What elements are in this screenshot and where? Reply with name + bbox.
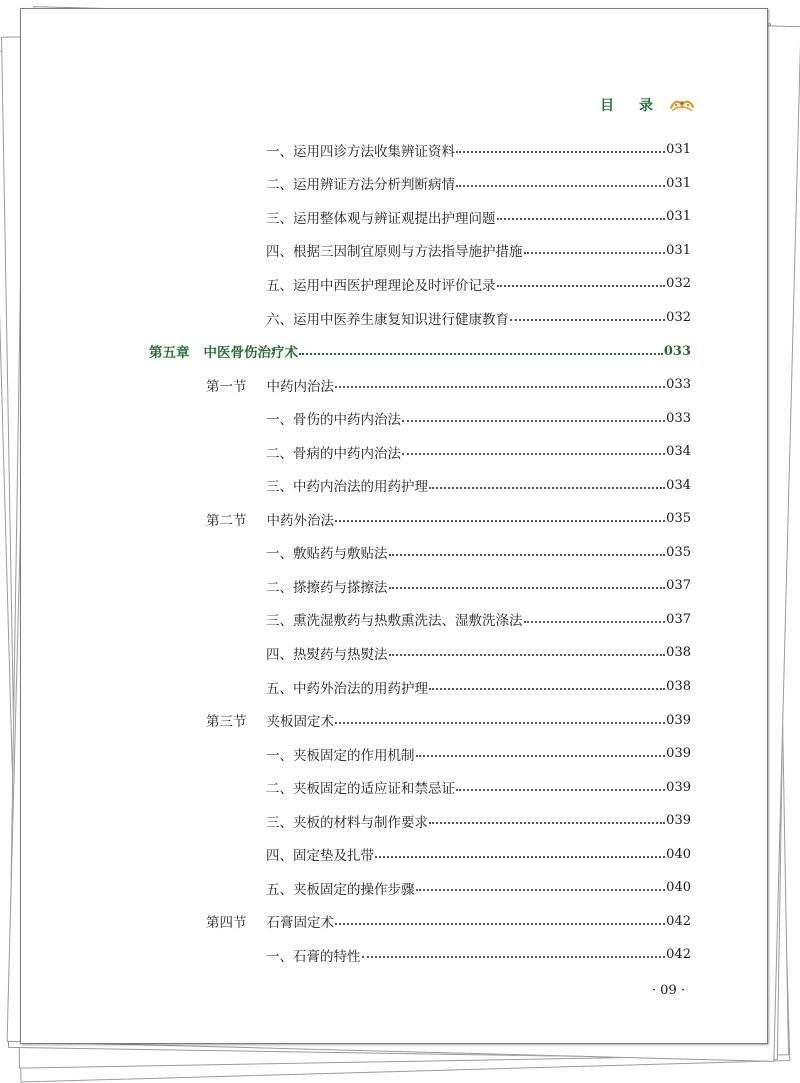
toc-entry-item — [149, 804, 691, 838]
toc-entry-label: 第一节 — [206, 378, 247, 395]
dot-leader — [497, 284, 666, 287]
toc-entry-item — [149, 636, 691, 670]
toc-entry-item — [149, 234, 691, 268]
toc-entry-item — [149, 837, 691, 871]
toc-entry-item — [149, 569, 691, 603]
toc-entry-section — [149, 905, 691, 939]
dot-leader — [429, 486, 665, 489]
toc-entry-item — [149, 167, 691, 201]
dot-leader — [524, 251, 666, 254]
dot-leader — [335, 385, 665, 388]
dot-leader — [510, 318, 665, 321]
toc-entry-page: 034 — [666, 477, 691, 493]
header-title: 目 录 — [600, 98, 663, 114]
toc-entry-title: 五、中药外治法的用药护理 — [266, 680, 428, 697]
dot-leader — [416, 754, 666, 757]
dot-leader — [402, 419, 665, 422]
toc-entry-title: 三、运用整体观与辨证观提出护理问题 — [266, 210, 496, 227]
toc-entry-item — [149, 536, 691, 570]
dot-leader — [429, 687, 665, 690]
toc-entry-title: 中药外治法 — [266, 512, 334, 529]
toc-entry-label: 第五章 — [149, 345, 190, 362]
toc-entry-title: 六、运用中医养生康复知识进行健康教育 — [266, 311, 509, 328]
toc-entry-section — [149, 502, 691, 536]
toc-entry-page: 032 — [666, 310, 691, 325]
dot-leader — [335, 922, 665, 925]
toc-entry-label: 第三节 — [206, 714, 247, 731]
toc-entry-title: 五、运用中西医护理理论及时评价记录 — [266, 277, 496, 294]
dot-leader — [524, 620, 666, 623]
toc-entry-title: 一、石膏的特性 — [266, 948, 361, 965]
dot-leader — [497, 217, 666, 220]
toc-entry-title: 二、运用辨证方法分析判断病情 — [266, 177, 455, 194]
toc-entry-item — [149, 200, 691, 234]
toc-entry-title: 一、运用四诊方法收集辨证资料 — [266, 143, 455, 160]
toc-entry-label: 第二节 — [206, 512, 247, 529]
dot-leader — [456, 788, 665, 791]
toc-entry-title: 四、热熨药与热熨法 — [266, 646, 388, 663]
toc-entry-page: 033 — [666, 410, 691, 426]
dot-leader — [299, 352, 663, 355]
toc-entry-title: 四、根据三因制宜原则与方法指导施护措施 — [266, 244, 523, 261]
toc-entry-item — [149, 267, 691, 301]
toc-entry-title: 五、夹板固定的操作步骤 — [266, 881, 415, 898]
toc-entry-title: 三、熏洗湿敷药与热敷熏洗法、湿敷洗涤法 — [266, 613, 523, 630]
toc-entry-item — [149, 435, 691, 469]
toc-entry-page: 039 — [666, 813, 691, 829]
toc-entry-section — [149, 703, 691, 737]
dot-leader — [389, 553, 666, 556]
toc-entry-item — [149, 938, 691, 972]
dot-leader — [389, 653, 666, 656]
toc-entry-title: 一、敷贴药与敷贴法 — [266, 546, 388, 563]
toc-entry-page: 040 — [666, 880, 691, 896]
toc-entry-item — [149, 468, 691, 502]
toc-entry-page: 034 — [666, 444, 691, 460]
toc-entry-title: 中医骨伤治疗术 — [203, 345, 298, 362]
toc-entry-page: 038 — [666, 679, 691, 695]
dot-leader — [416, 888, 666, 891]
toc-entry-title: 三、夹板的材料与制作要求 — [266, 814, 428, 831]
toc-entry-page: 033 — [666, 377, 691, 393]
toc-entry-title: 中药内治法 — [266, 378, 334, 395]
dot-leader — [335, 721, 665, 724]
table-of-contents — [149, 133, 691, 972]
toc-entry-title: 四、固定垫及扎带 — [266, 848, 374, 865]
toc-entry-page: 031 — [666, 209, 691, 225]
toc-entry-item — [149, 133, 691, 167]
dot-leader — [362, 955, 666, 958]
dot-leader — [402, 452, 665, 455]
ornament-icon — [669, 97, 695, 113]
dot-leader — [429, 821, 665, 824]
dot-leader — [335, 519, 665, 522]
toc-entry-title: 二、骨病的中药内治法 — [266, 445, 401, 462]
dot-leader — [456, 184, 665, 187]
toc-entry-page: 039 — [666, 712, 691, 728]
toc-entry-page: 042 — [666, 947, 691, 963]
toc-entry-item — [149, 401, 691, 435]
toc-entry-page: 039 — [666, 779, 691, 795]
toc-entry-item — [149, 301, 691, 335]
toc-entry-page: 035 — [666, 511, 691, 527]
toc-entry-label: 第四节 — [206, 915, 247, 932]
page-header — [600, 95, 695, 115]
toc-entry-page: 038 — [666, 645, 691, 661]
toc-entry-page: 031 — [666, 175, 691, 191]
toc-entry-title: 二、搽擦药与搽擦法 — [266, 579, 388, 596]
toc-entry-chapter — [149, 334, 691, 368]
toc-entry-page: 033 — [663, 343, 691, 359]
toc-entry-page: 042 — [666, 913, 691, 929]
toc-entry-item — [149, 670, 691, 704]
toc-entry-title: 一、夹板固定的作用机制 — [266, 747, 415, 764]
toc-entry-page: 035 — [666, 544, 691, 560]
toc-entry-item — [149, 603, 691, 637]
toc-entry-item — [149, 770, 691, 804]
toc-entry-page: 039 — [666, 746, 691, 762]
toc-entry-section — [149, 368, 691, 402]
toc-entry-page: 040 — [666, 846, 691, 862]
toc-entry-page: 032 — [666, 276, 691, 292]
toc-entry-title: 夹板固定术 — [266, 714, 334, 731]
toc-entry-item — [149, 871, 691, 905]
toc-entry-page: 037 — [666, 611, 691, 627]
dot-leader — [389, 586, 666, 589]
toc-entry-title: 三、中药内治法的用药护理 — [266, 479, 428, 496]
document-page — [20, 8, 768, 1044]
toc-entry-title: 石膏固定术 — [266, 915, 334, 932]
toc-entry-page: 031 — [666, 242, 691, 258]
dot-leader — [375, 855, 665, 858]
toc-entry-title: 二、夹板固定的适应证和禁忌证 — [266, 781, 455, 798]
toc-entry-page: 037 — [666, 578, 691, 594]
page-number: · 09 · — [651, 983, 685, 998]
toc-entry-title: 一、骨伤的中药内治法 — [266, 412, 401, 429]
toc-entry-page: 031 — [666, 142, 691, 158]
toc-entry-item — [149, 737, 691, 771]
dot-leader — [456, 150, 665, 153]
